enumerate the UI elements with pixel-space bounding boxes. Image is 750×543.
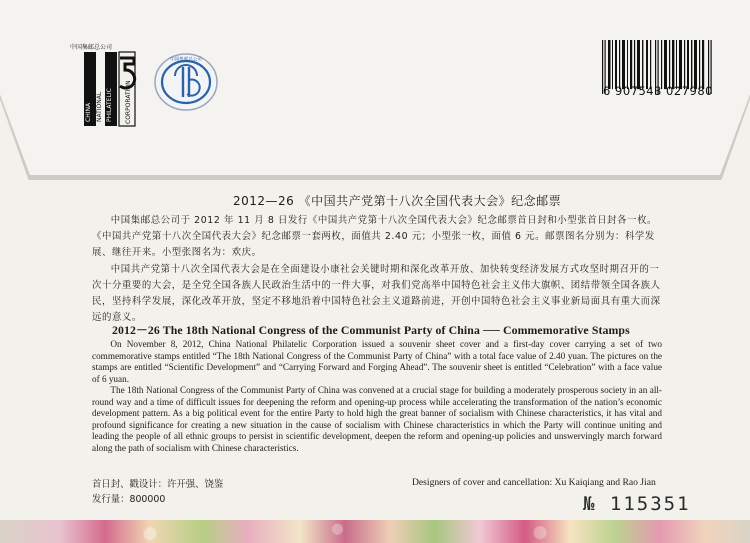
- seal-ring-text: 中国集邮总公司: [170, 57, 202, 63]
- philatelic-corporation-logo: [70, 42, 140, 128]
- english-title: 2012－26 The 18th National Congress of the Communist Party of China ── Commemorative Stamps: [112, 323, 630, 337]
- floral-border: [0, 520, 750, 543]
- philatelic-seal: [153, 52, 219, 112]
- designers-cn: 首日封、戳设计：许开强、饶鉴: [92, 479, 224, 490]
- english-paragraph-2: The 18th National Congress of the Communist Party of China was convened at a crucial stage for building a moderately prosperous society in an all-round way and a time of difficult issues for deepening the reform and opening-up process while accelerating the transformation of the nation’s economic development pattern. As a big political event for the entire Party to hold high the great banner of socialism with Chinese characteristics, it has vital and profound significance for creating a new situation in the cause of socialism with Chinese characteristics in which the Party will continue uniting and leading the people of all ethnic groups to persist in scientific development, deepen the reform and opening-up policies and unswervingly march forward along the path of socialism with Chinese characteristics.: [92, 385, 662, 453]
- english-paragraph-1: On November 8, 2012, China National Philatelic Corporation issued a souvenir sheet cover and a first-day cover carrying a set of two commemorative stamps entitled “The 18th National Congress of the Communist Party of China” with a total face value of 2.40 yuan. The pictures on the stamps are entitled “Scientific Development” and “Carrying Forward and Forging Ahead”. The souvenir sheet is entitled “Celebration” with a face value of 6 yuan.: [92, 339, 662, 384]
- seal-emblem-icon: [153, 52, 219, 112]
- designers-en: Designers of cover and cancellation: Xu Kaiqiang and Rao Jian: [412, 477, 656, 488]
- logo-word-3: PHILATELIC: [106, 88, 113, 122]
- issue-quantity-cn: 发行量：800000: [92, 494, 166, 505]
- chinese-title: 2012—26 《中国共产党第十八次全国代表大会》纪念邮票: [233, 194, 562, 208]
- logo-company-cn: 中国集邮总公司: [70, 44, 113, 51]
- chinese-paragraph-2: 中国共产党第十八次全国代表大会是在全面建设小康社会关键时期和深化改革开放、加快转变经济发展方式攻坚时期召开的一次十分重要的大会，是全党全国各族人民政治生活中的一件大事，对我们党高举中国特色社会主义伟大旗帜、团结带领全国各族人民，坚持科学发展，深化改革开放，坚定不移地沿着中国特色社会主义道路前进，开创中国特色社会主义事业新局面具有重大而深远的意义。: [92, 264, 661, 323]
- logo-word-2: NATIONAL: [96, 91, 103, 122]
- logo-word-1: CHINA: [85, 102, 92, 122]
- barcode-number: 6 907543 027980: [603, 84, 713, 98]
- chinese-paragraph-1: 中国集邮总公司于 2012 年 11 月 8 日发行《中国共产党第十八次全国代表大会》纪念邮票首日封和小型张首日封各一枚。《中国共产党第十八次全国代表大会》纪念邮票一套两枚，面值共 2.40 元；小型张一枚，面值 6 元。邮票图名分别为：科学发展、继往开来。小型张图名为：欢庆。: [92, 215, 658, 258]
- logo-emblem-icon: [70, 42, 140, 128]
- serial-number: № 115351: [583, 493, 691, 515]
- logo-word-4: CORPORATION: [125, 80, 132, 124]
